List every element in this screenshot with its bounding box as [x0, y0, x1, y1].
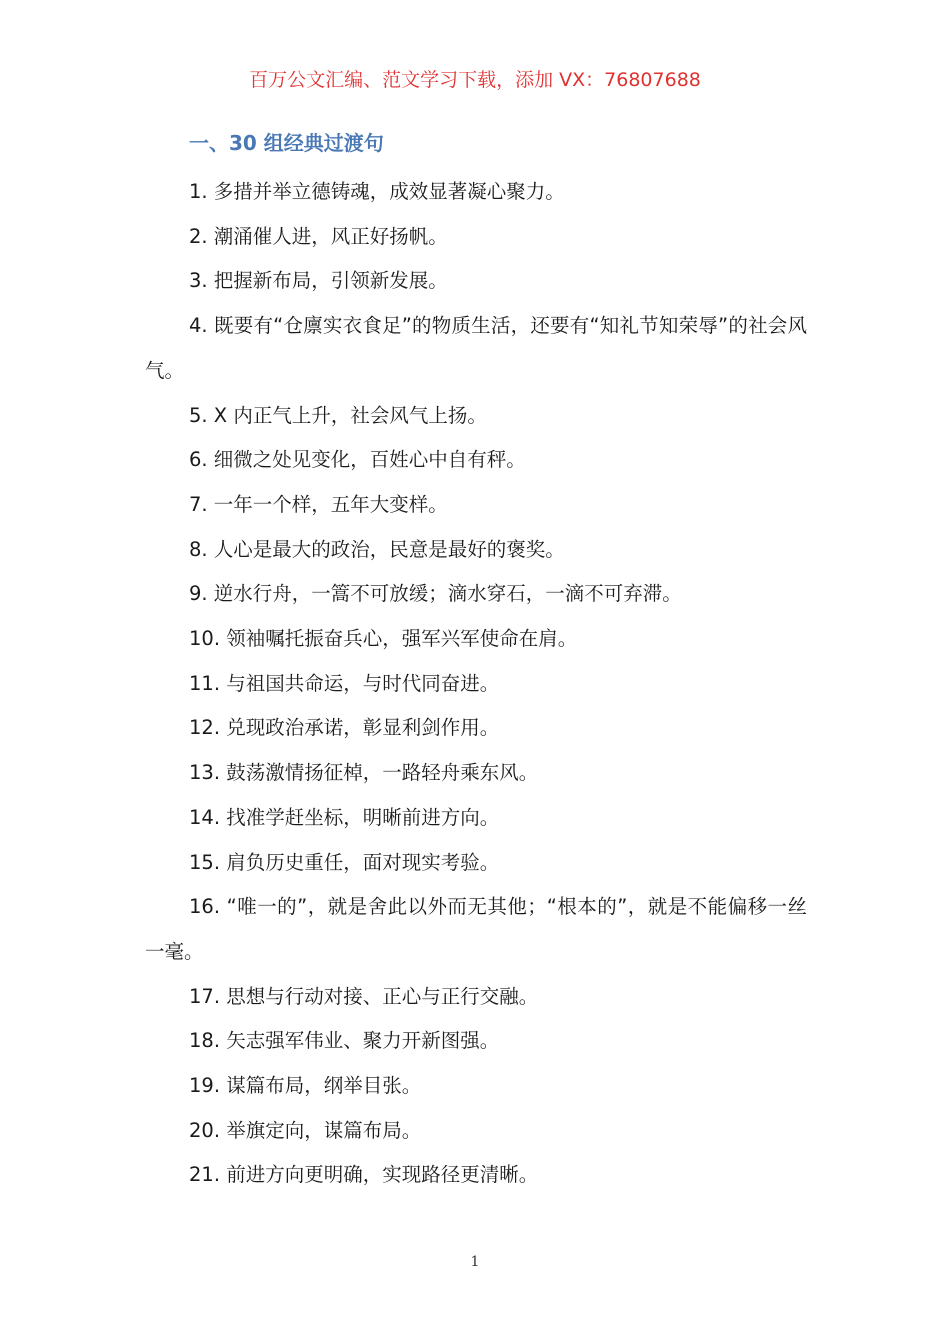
list-item: 17. 思想与行动对接、正心与正行交融。 [189, 984, 539, 1008]
list-item: 13. 鼓荡激情扬征棹，一路轻舟乘东风。 [189, 761, 539, 785]
page-number: 1 [470, 1254, 480, 1270]
list-item: 16. “唯一的”，就是舍此以外而无其他；“根本的”，就是不能偏移一丝一毫。 [145, 895, 807, 963]
page-header-banner: 百万公文汇编、范文学习下载，添加 VX：76807688 [249, 69, 701, 91]
list-item: 11. 与祖国共命运，与时代同奋进。 [189, 671, 500, 695]
list-item: 7. 一年一个样，五年大变样。 [189, 492, 448, 516]
list-item: 3. 把握新布局，引领新发展。 [189, 269, 448, 293]
list-item: 6. 细微之处见变化，百姓心中自有秤。 [189, 448, 526, 472]
list-item: 1. 多措并举立德铸魂，成效显著凝心聚力。 [189, 180, 565, 203]
list-item: 5. X 内正气上升，社会风气上扬。 [189, 403, 487, 427]
transition-sentence-list [145, 170, 807, 1198]
list-item: 2. 潮涌催人进，风正好扬帆。 [189, 224, 448, 248]
list-item: 10. 领袖嘱托振奋兵心，强军兴军使命在肩。 [189, 627, 578, 651]
section-heading: 一、30 组经典过渡句 [189, 131, 384, 155]
list-item: 4. 既要有“仓廪实衣食足”的物质生活，还要有“知礼节知荣辱”的社会风气。 [145, 314, 807, 382]
list-item: 9. 逆水行舟，一篙不可放缓；滴水穿石，一滴不可弃滞。 [189, 582, 682, 606]
list-item: 15. 肩负历史重任，面对现实考验。 [189, 850, 500, 874]
list-item: 21. 前进方向更明确，实现路径更清晰。 [189, 1163, 539, 1187]
list-item: 19. 谋篇布局，纲举目张。 [189, 1074, 422, 1098]
list-item: 12. 兑现政治承诺，彰显利剑作用。 [189, 716, 500, 740]
list-item: 8. 人心是最大的政治，民意是最好的褒奖。 [189, 537, 565, 561]
list-item: 18. 矢志强军伟业、聚力开新图强。 [189, 1029, 500, 1053]
list-item: 20. 举旗定向，谋篇布局。 [189, 1118, 422, 1142]
list-item: 14. 找准学赶坐标，明晰前进方向。 [189, 805, 500, 829]
